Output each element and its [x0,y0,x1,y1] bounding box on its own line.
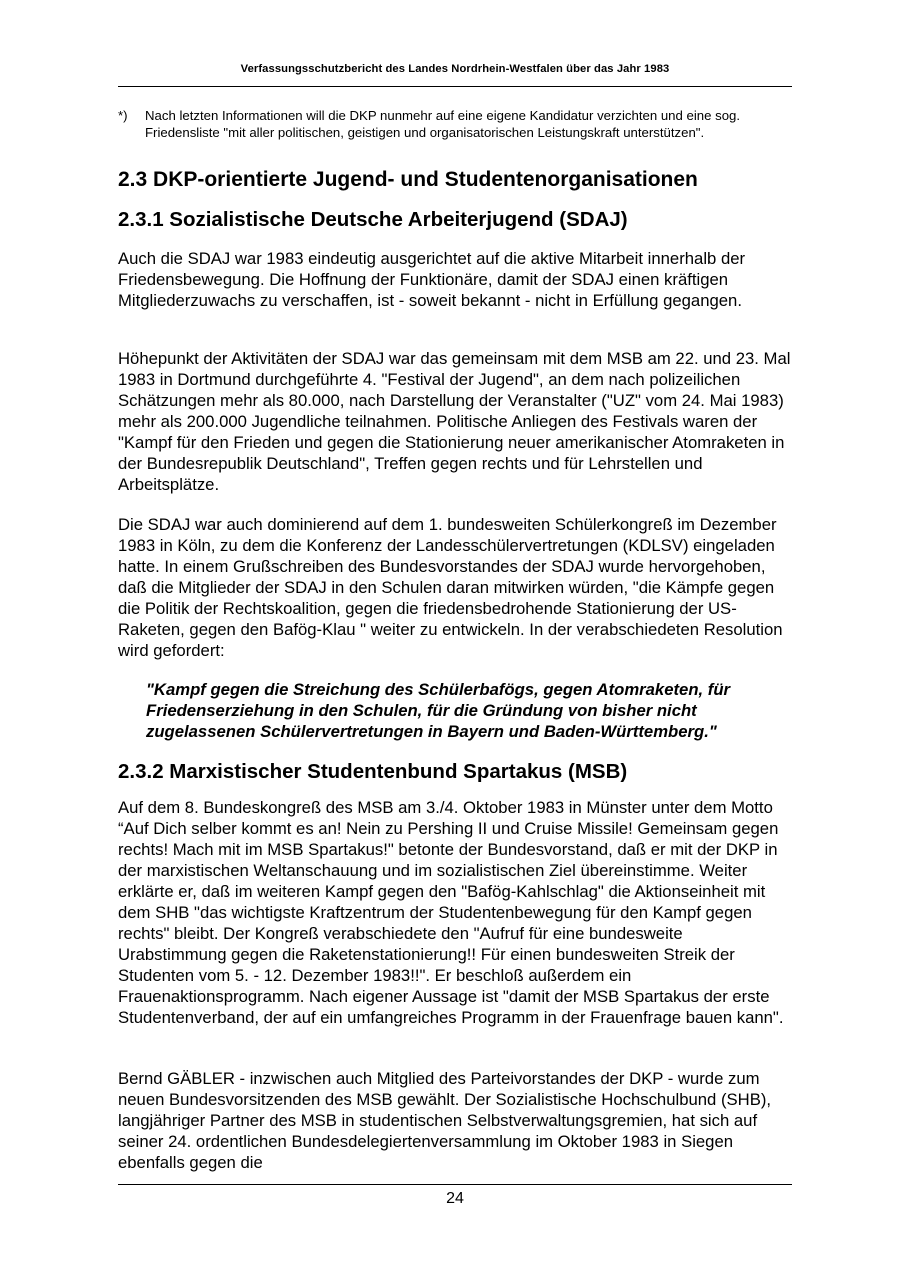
footer-rule [118,1184,792,1185]
header-rule [118,86,792,87]
footnote-marker: *) [118,108,128,123]
sdaj-paragraph-2: Höhepunkt der Aktivitäten der SDAJ war das gemeinsam mit dem MSB am 22. und 23. Mal 1983 in Dortmund durchgeführte 4. "Festival der Jugend", an dem nach polizeilichen Schätzungen mehr als 80.000, nach Darstellung der Veranstalter ("UZ" vom 24. Mai 1983) mehr als 200.000 Jugendliche teilnahmen. Politische Anliegen des Festivals waren der "Kampf für den Frieden und gegen die Stationierung neuer amerikanischer Atomraketen in der Bundesrepublik Deutschland", Treffen gegen rechts und für Lehrstellen und Arbeitsplätze. [118,349,791,494]
page-number: 24 [446,1190,464,1207]
footnote [118,107,792,141]
msb-heading: 2.3.2 Marxistischer Studentenbund Spartakus (MSB) [118,760,628,783]
running-header: Verfassungsschutzbericht des Landes Nordrhein-Westfalen über das Jahr 1983 [240,63,670,75]
sdaj-paragraph-3: Die SDAJ war auch dominierend auf dem 1. bundesweiten Schülerkongreß im Dezember 1983 in Köln, zu dem die Konferenz der Landesschülervertretungen (KDLSV) eingeladen hatte. In einem Grußschreiben des Bundesvorstandes der SDAJ wurde hervorgehoben, daß die Mitglieder der SDAJ in den Schulen daran mitwirken würden, "die Kämpfe gegen die Politik der Rechtskoalition, gegen die friedensbedrohende Stationierung der US-Raketen, gegen den Bafög-Klau " weiter zu entwickeln. In der verabschiedeten Resolution wird gefordert: [118,515,783,660]
section-heading: 2.3 DKP-orientierte Jugend- und Studentenorganisationen [118,168,698,191]
msb-paragraph-2: Bernd GÄBLER - inzwischen auch Mitglied des Parteivorstandes der DKP - wurde zum neuen Bundesvorsitzenden des MSB gewählt. Der Sozialistische Hochschulbund (SHB), langjähriger Partner des MSB in studentischen Selbstverwaltungsgremien, hat sich auf seiner 24. ordentlichen Bundesdelegiertenversammlung im Oktober 1983 in Siegen ebenfalls gegen die [118,1069,772,1172]
sdaj-heading: 2.3.1 Sozialistische Deutsche Arbeiterjugend (SDAJ) [118,208,628,231]
document-page [118,0,792,1273]
msb-paragraph-1: Auf dem 8. Bundeskongreß des MSB am 3./4. Oktober 1983 in Münster unter dem Motto “Auf Dich selber kommt es an! Nein zu Pershing II und Cruise Missile! Gemeinsam gegen rechts! Mach mit im MSB Spartakus!" betonte der Bundesvorstand, daß er mit der DKP in der marxistischen Weltanschauung und im sozialistischen Ziel übereinstimme. Weiter erklärte er, daß im weiteren Kampf gegen den "Bafög-Kahlschlag" die Aktionseinheit mit dem SHB "das wichtigste Kraftzentrum der Studentenbewegung für den Kampf gegen rechts" bleibt. Der Kongreß verabschiedete den "Aufruf für eine bundesweite Urabstimmung gegen die Raketenstationierung!! Für einen bundesweiten Streik der Studenten vom 5. - 12. Dezember 1983!!". Er beschloß außerdem ein Frauenaktionsprogramm. Nach eigener Aussage ist "damit der MSB Spartakus der erste Studentenverband, der auf ein umfangreiches Programm in der Frauenfrage bauen kann". [118,798,784,1027]
sdaj-paragraph-1: Auch die SDAJ war 1983 eindeutig ausgerichtet auf die aktive Mitarbeit innerhalb der Friedensbewegung. Die Hoffnung der Funktionäre, damit der SDAJ einen kräftigen Mitgliederzuwachs zu verschaffen, ist - soweit bekannt - nicht in Erfüllung gegangen. [118,249,746,310]
resolution-quote: "Kampf gegen die Streichung des Schülerbafögs, gegen Atomraketen, für Friedenserziehung in den Schulen, für die Gründung von bisher nicht zugelassenen Schülervertretungen in Bayern und Baden-Württemberg." [146,680,731,741]
footnote-text: Nach letzten Informationen will die DKP nunmehr auf eine eigene Kandidatur verzichten und eine sog. Friedensliste "mit aller politischen, geistigen und organisatorischen Leistungskraft unterstützen". [145,108,741,141]
